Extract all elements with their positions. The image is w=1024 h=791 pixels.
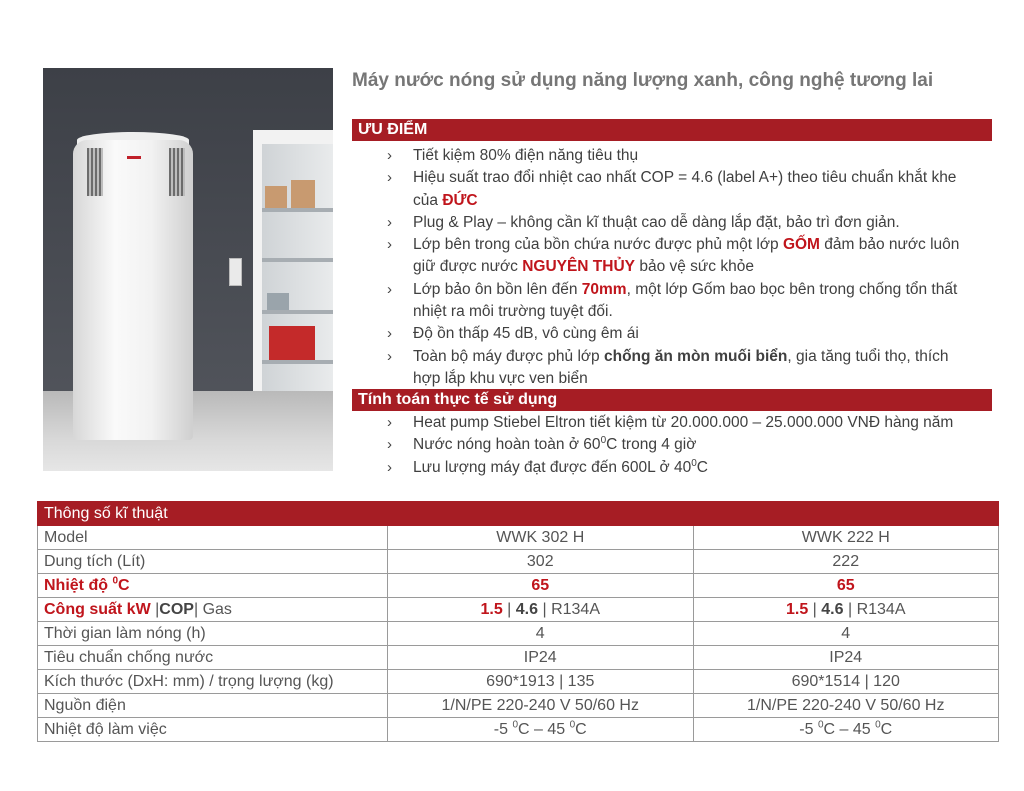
table-row	[38, 670, 999, 694]
chevron-right-icon: ›	[387, 458, 392, 476]
list-item: › Tiết kiệm 80% điện năng tiêu thụ	[387, 145, 973, 167]
section-header-advantages: ƯU ĐIỂM	[352, 119, 992, 141]
cell-value: 4	[693, 622, 999, 646]
row-label: Tiêu chuẩn chống nước	[38, 646, 388, 670]
list-item: › Hiệu suất trao đổi nhiệt cao nhất COP = 4.6 (label A+) theo tiêu chuẩn khắt khe của ĐỨC	[387, 169, 957, 209]
cell-model-b: WWK 222 H	[693, 526, 999, 550]
cell-value: 1.5 | 4.6 | R134A	[693, 598, 999, 622]
table-row	[38, 574, 999, 598]
usage-list	[387, 412, 973, 479]
row-label: Kích thước (DxH: mm) / trọng lượng (kg)	[38, 670, 388, 694]
cell-value: 690*1913 | 135	[388, 670, 694, 694]
cell-value: 690*1514 | 120	[693, 670, 999, 694]
cell-value: 65	[693, 574, 999, 598]
row-label: Thời gian làm nóng (h)	[38, 622, 388, 646]
row-label: Model	[38, 526, 388, 550]
chevron-right-icon: ›	[387, 436, 392, 454]
cell-value: 302	[388, 550, 694, 574]
chevron-right-icon: ›	[387, 236, 392, 254]
list-item: › Lớp bên trong của bồn chứa nước được phủ một lớp GỐM đảm bảo nước luôn giữ được nước NGUYÊN THỦY bảo vệ sức khỏe	[387, 236, 960, 276]
cell-value: -5 $^0$C – 45 $^0$C	[388, 718, 694, 742]
table-row	[38, 694, 999, 718]
cell-value: 222	[693, 550, 999, 574]
list-item: › Heat pump Stiebel Eltron tiết kiệm từ 20.000.000 – 25.000.000 VNĐ hàng năm	[387, 412, 973, 434]
cell-value: 65	[388, 574, 694, 598]
list-item: › Lớp bảo ôn bồn lên đến 70mm, một lớp Gốm bao bọc bên trong chống tổn thất nhiệt ra môi trường tuyệt đối.	[387, 280, 958, 321]
table-header-row	[38, 502, 999, 526]
spec-table	[37, 501, 999, 742]
page-title: Máy nước nóng sử dụng năng lượng xanh, công nghệ tương lai	[352, 70, 934, 91]
product-photo	[43, 68, 333, 471]
list-item: › Toàn bộ máy được phủ lớp chống ăn mòn muối biển, gia tăng tuổi thọ, thích hợp lắp khu vực ven biển	[387, 347, 949, 387]
table-row	[38, 526, 999, 550]
cell-model-a: WWK 302 H	[388, 526, 694, 550]
cell-value: IP24	[388, 646, 694, 670]
chevron-right-icon: ›	[387, 169, 392, 187]
cell-value: IP24	[693, 646, 999, 670]
table-row	[38, 622, 999, 646]
cell-value: 4	[388, 622, 694, 646]
chevron-right-icon: ›	[387, 213, 392, 231]
table-row	[38, 598, 999, 622]
row-label: Nhiệt độ $^0$C	[38, 574, 388, 598]
row-label: Công suất kW |COP| Gas	[38, 598, 388, 622]
list-item: › Nước nóng hoàn toàn ở $60^0C$ trong 4 giờ	[387, 434, 973, 456]
table-row	[38, 550, 999, 574]
chevron-right-icon: ›	[387, 325, 392, 343]
row-label: Dung tích (Lít)	[38, 550, 388, 574]
table-row	[38, 646, 999, 670]
row-label: Nhiệt độ làm việc	[38, 718, 388, 742]
chevron-right-icon: ›	[387, 414, 392, 431]
list-item: › Lưu lượng máy đạt được đến 600L ở $40^0C$	[387, 457, 973, 479]
cell-value: 1/N/PE 220-240 V 50/60 Hz	[693, 694, 999, 718]
chevron-right-icon: ›	[387, 280, 392, 298]
list-item: › Độ ồn thấp 45 dB, vô cùng êm ái	[387, 323, 973, 345]
cell-value: -5 $^0$C – 45 $^0$C	[693, 718, 999, 742]
cell-value: 1.5 | 4.6 | R134A	[388, 598, 694, 622]
list-item: › Plug & Play – không cần kĩ thuật cao dễ dàng lắp đặt, bảo trì đơn giản.	[387, 212, 973, 234]
chevron-right-icon: ›	[387, 147, 392, 164]
spec-table-title: Thông số kĩ thuật	[38, 502, 999, 526]
chevron-right-icon: ›	[387, 347, 392, 365]
table-row	[38, 718, 999, 742]
row-label: Nguồn điện	[38, 694, 388, 718]
advantages-list	[387, 145, 973, 390]
section-header-usage: Tính toán thực tế sử dụng	[352, 389, 992, 411]
cell-value: 1/N/PE 220-240 V 50/60 Hz	[388, 694, 694, 718]
